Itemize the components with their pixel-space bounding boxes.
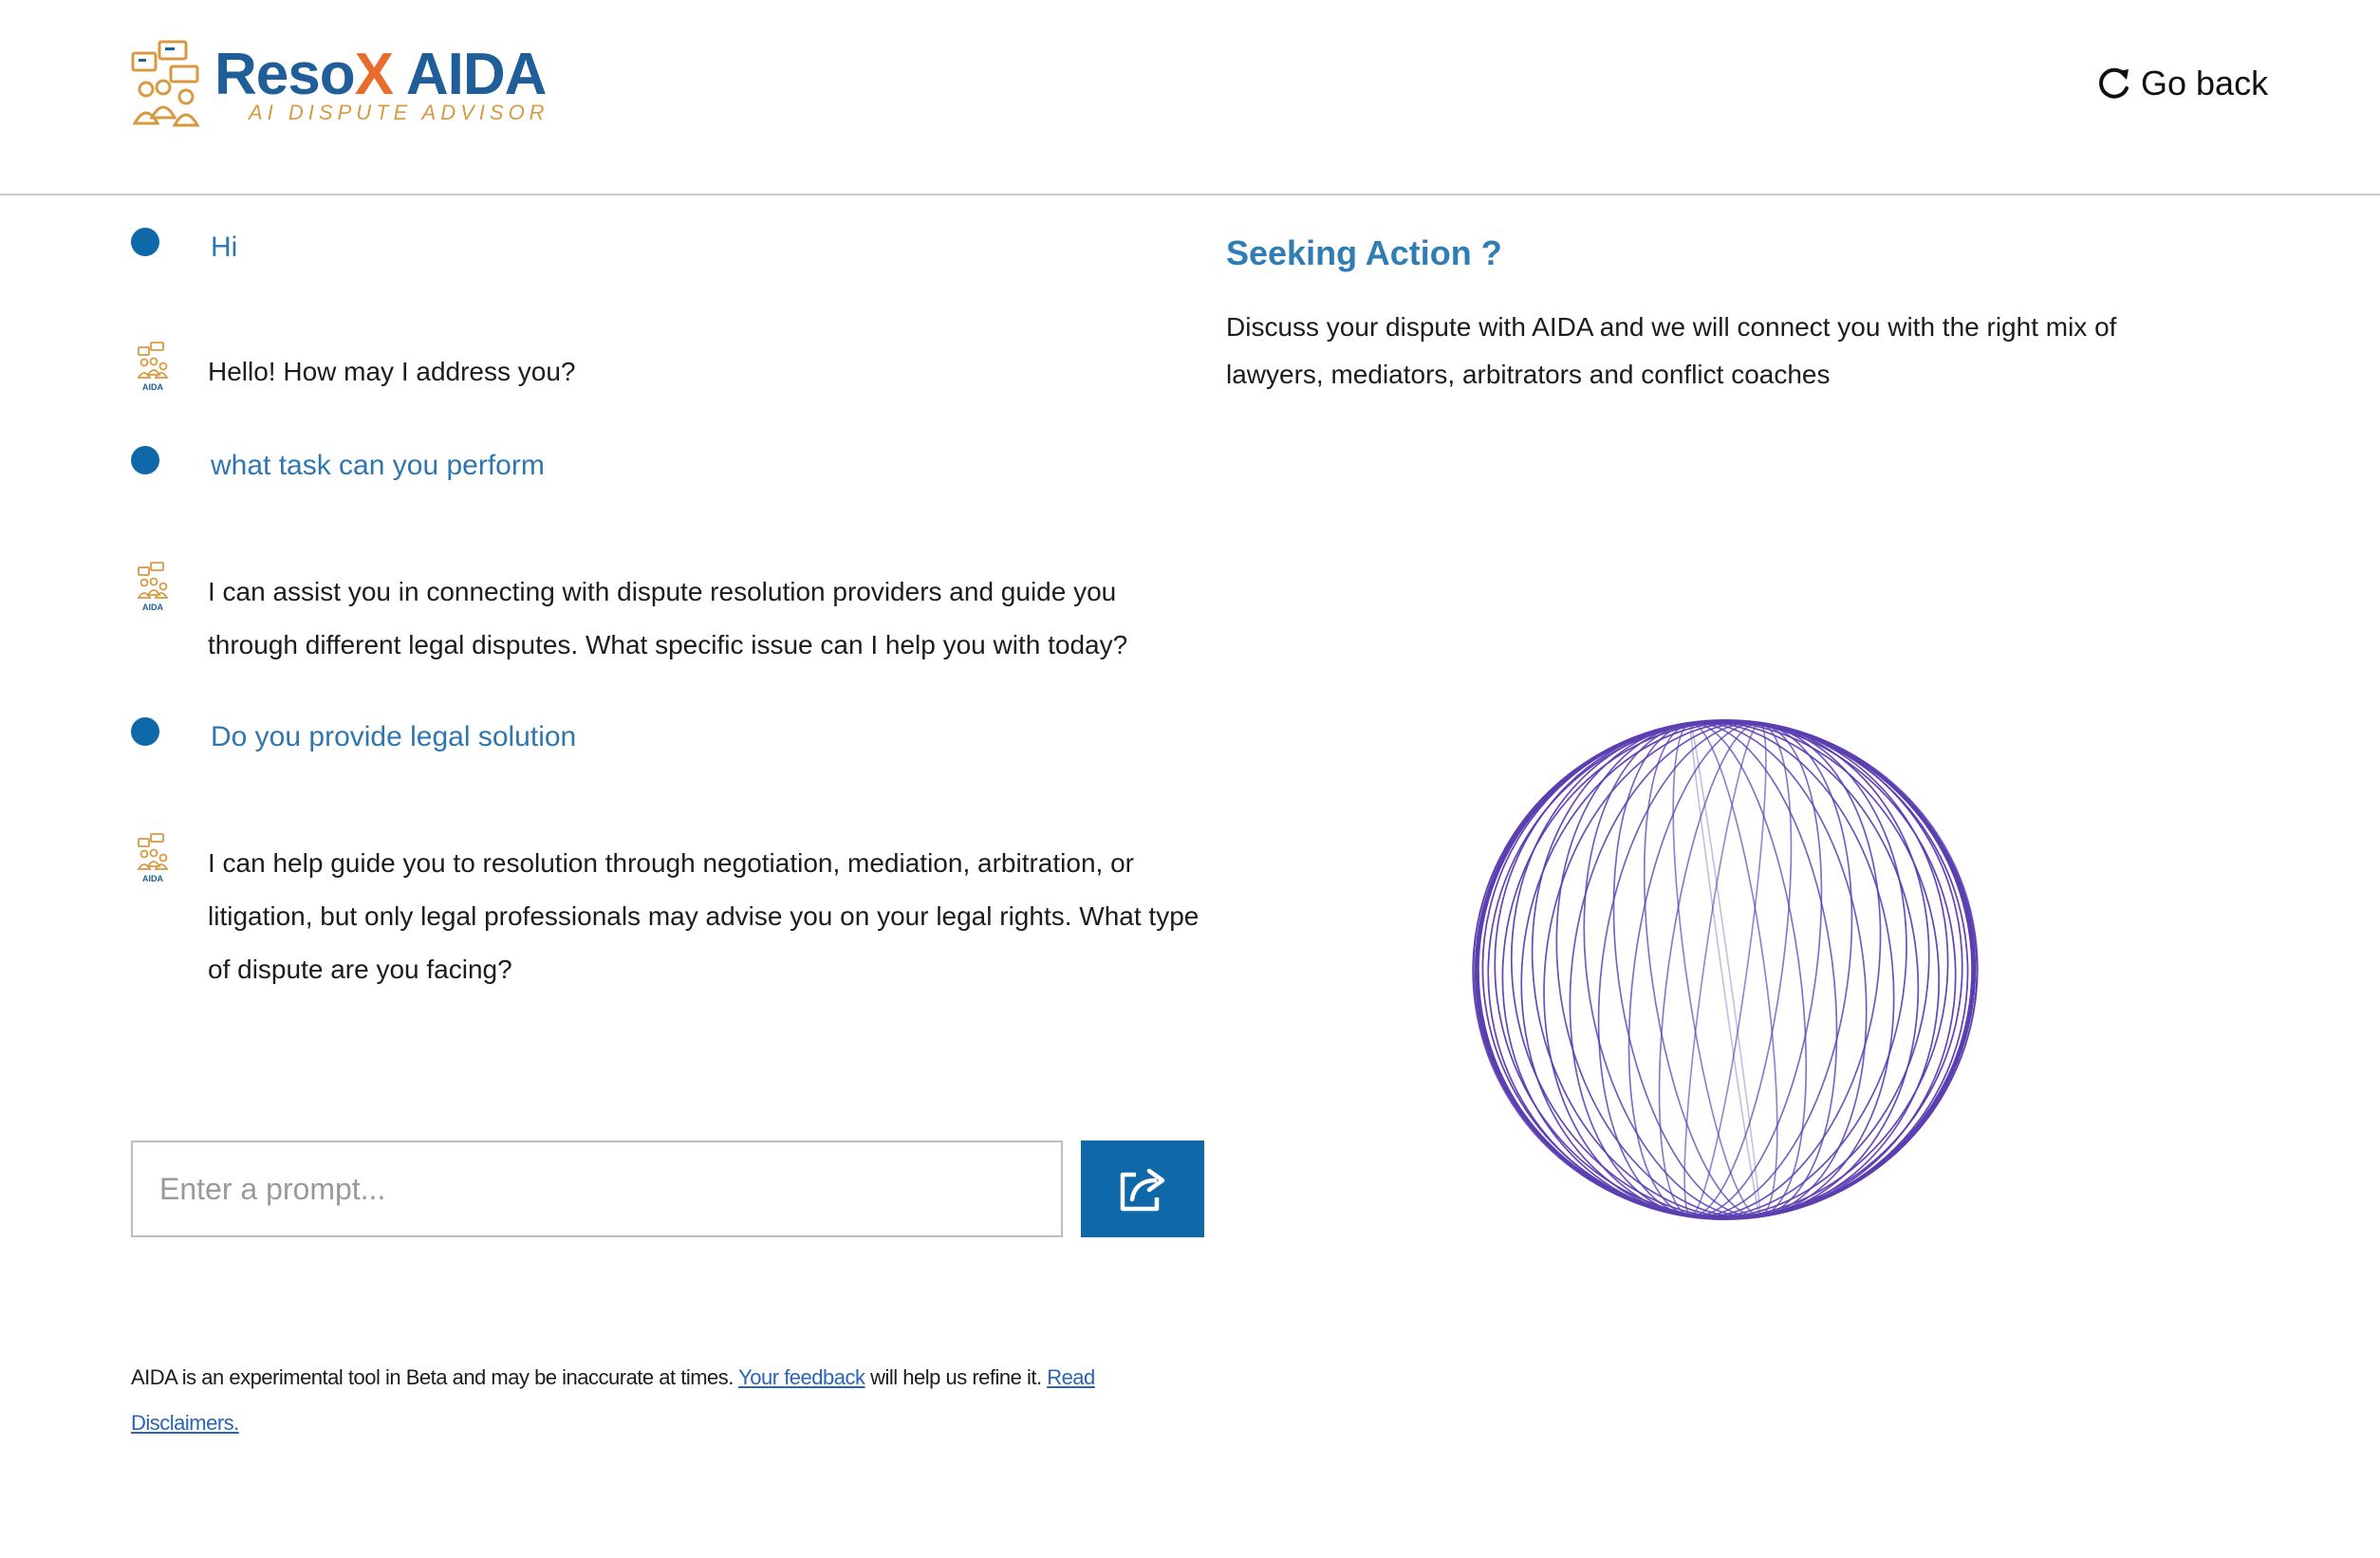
header [0,0,2380,195]
aida-logo-icon [137,342,169,393]
user-dot-icon [131,717,159,746]
logo-brand-aida: AIDA [392,42,547,107]
logo[interactable] [131,38,567,133]
logo-tagline: AI DISPUTE ADVISOR [249,101,549,124]
logo-brand-x: X [354,42,393,107]
wireframe-sphere-icon [1469,714,1981,1226]
side-description: Discuss your dispute with AIDA and we will connect you with the right mix of lawyers, mediators, arbitrators and conflict coaches [1226,312,2117,389]
disclaimer-text: AIDA is an experimental tool in Beta and may be inaccurate at times. [131,1365,739,1389]
feedback-link[interactable]: Your feedback [738,1365,865,1389]
bot-icon-label: AIDA [142,382,163,392]
side-title: Seeking Action ? [1226,233,1502,272]
disclaimer-text-middle: will help us refine it. [865,1365,1048,1389]
user-message-text: what task can you perform [211,450,545,481]
logo-brand-reso: Reso [214,42,355,107]
user-message-text: Do you provide legal solution [211,721,577,752]
prompt-input[interactable] [131,1141,1063,1237]
read-disclaimers-link[interactable]: Read Disclaimers. [131,1365,1095,1435]
logo-brand [214,42,546,108]
go-back-label: Go back [2141,64,2269,102]
user-message-text: Hi [211,232,238,263]
aida-logo-icon [137,562,169,613]
share-arrow-icon [1115,1161,1170,1216]
refresh-icon [2095,65,2131,102]
disclaimer [131,1355,1137,1446]
go-back-button[interactable] [2095,61,2268,106]
send-button[interactable] [1081,1141,1204,1237]
bot-message-text: I can assist you in connecting with dispute resolution providers and guide you through different legal disputes. What specific issue can I help you with today? [208,577,1128,659]
logo-icon [131,40,203,131]
bot-message-text: Hello! How may I address you? [208,357,576,386]
bot-message-text: I can help guide you to resolution through negotiation, mediation, arbitration, or litigation, but only legal professionals may advise you on your legal rights. What type of dispute are you facing? [208,848,1199,984]
user-dot-icon [131,446,159,474]
bot-icon-label: AIDA [142,874,163,883]
aida-logo-icon [137,833,169,884]
user-dot-icon [131,228,159,256]
bot-icon-label: AIDA [142,603,163,612]
